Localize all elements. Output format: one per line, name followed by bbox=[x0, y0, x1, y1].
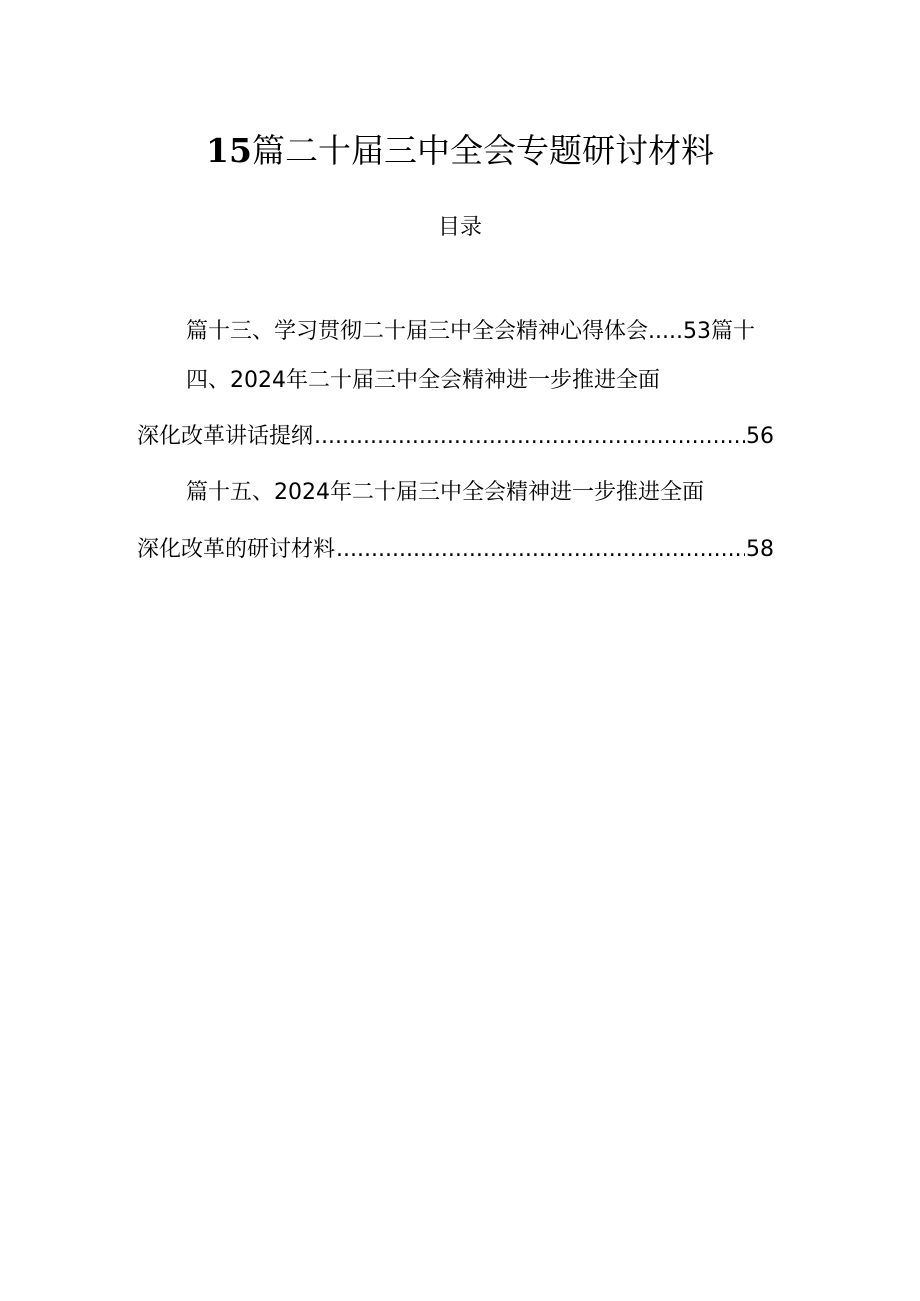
toc-entry-14-line2[interactable] bbox=[137, 420, 774, 454]
toc-entry-15-line2[interactable] bbox=[137, 533, 774, 567]
document-title bbox=[0, 126, 920, 176]
toc-leader-dots bbox=[336, 533, 745, 567]
toc-entry-13[interactable]: 篇十三、学习贯彻二十届三中全会精神心得体会.....53篇十 bbox=[186, 319, 755, 344]
title-text: 篇二十届三中全会专题研讨材料 bbox=[251, 131, 714, 170]
toc-leader-dots bbox=[314, 420, 745, 454]
toc-entry-15-text: 深化改革的研讨材料 bbox=[137, 537, 336, 562]
toc-page-number: 58 bbox=[746, 537, 774, 562]
toc-entry-14-line1[interactable]: 四、2024年二十届三中全会精神进一步推进全面 bbox=[186, 368, 660, 393]
toc-entry-14-text: 深化改革讲话提纲 bbox=[137, 424, 314, 449]
toc-entry-15-line1[interactable]: 篇十五、2024年二十届三中全会精神进一步推进全面 bbox=[186, 480, 704, 505]
toc-page-number: 56 bbox=[746, 424, 774, 449]
title-number: 15 bbox=[206, 131, 252, 170]
toc-heading: 目录 bbox=[437, 215, 482, 240]
